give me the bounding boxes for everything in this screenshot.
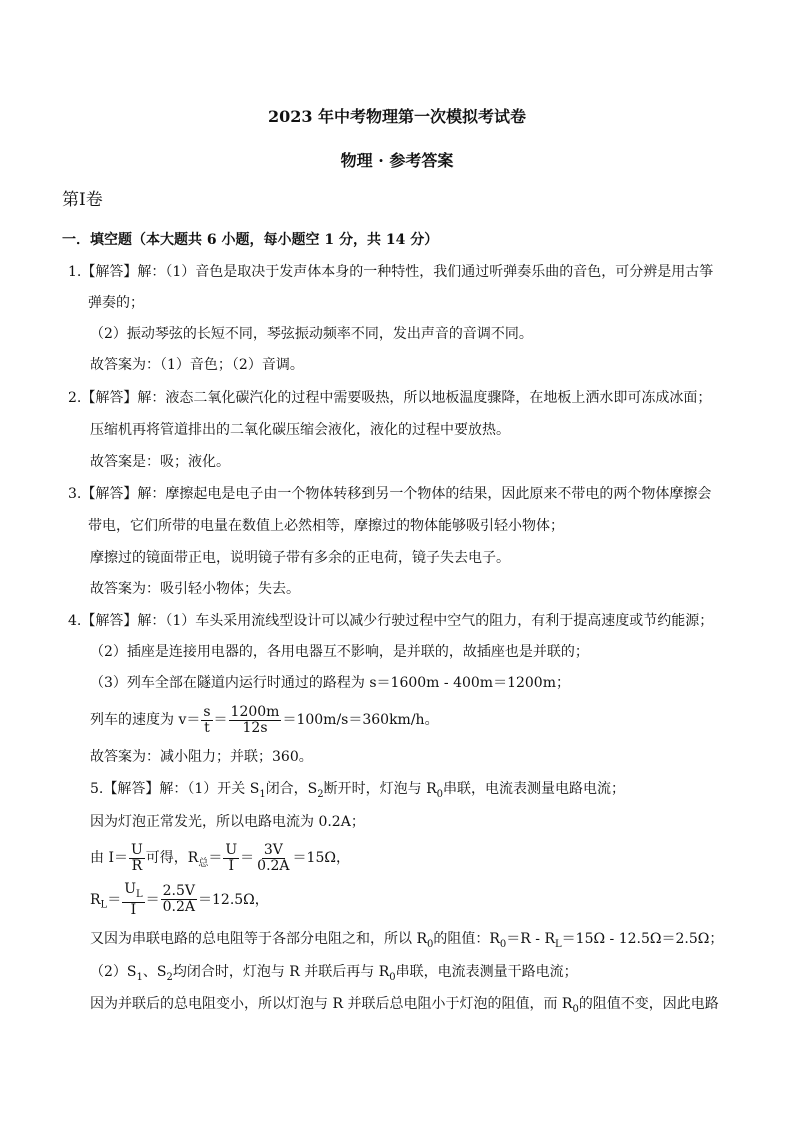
fraction-denominator: 12s [242,719,268,736]
equals-sign: ＝ [145,891,160,908]
q3-line-1: 3.【解答】解：摩擦起电是电子由一个物体转移到另一个物体的结果，因此原来不带电的两个物体摩擦会 [68,486,712,502]
q5-text: 因为并联后的总电阻变小，所以灯泡与 R 并联后总电阻小于灯泡的阻值，而 R [90,996,573,1012]
subscript: 1 [136,971,143,983]
q5-lamp-resistance-formula [90,882,269,922]
fraction-numerator: U [130,841,143,858]
page-subtitle: 物理 · 参考答案 [340,151,454,170]
fraction-3v-over-02a [255,843,291,874]
q5-text: 由 I＝ [90,850,128,866]
q4-line-2: （2）插座是连接用电器的，各用电器互不影响，是并联的，故插座也是并联的； [90,644,589,660]
subscript: 0 [499,938,507,950]
subscript: 0 [389,971,396,983]
fraction-u-over-r [129,843,145,874]
fraction-numerator: 3V [263,841,283,858]
q5-text: 5.【解答】解：（1）开关 S [90,781,260,797]
q5-text: ＝R - R [506,931,556,947]
q1-answer: 故答案为：（1）音色；（2）音调。 [90,357,304,373]
fraction-numerator [122,882,144,903]
fraction-numerator: U [225,841,238,858]
equals-sign: ＝ [213,712,228,728]
q5-text: 的阻值不变，因此电路 [578,996,719,1012]
q5-text: 断开时，灯泡与 R [323,781,437,797]
fraction-numerator: 1200m [230,703,280,720]
q5-line-2: 因为灯泡正常发光，所以电路电流为 0.2A； [90,814,365,830]
q5-text: 闭合，S [265,781,318,797]
fraction-denominator: 0.2A [162,899,196,916]
subscript: 总 [198,857,209,869]
subscript: 2 [317,788,324,800]
q5-text: 可得，R [145,850,199,866]
fraction-u-over-i [223,843,239,874]
q5-resistance-formula [90,842,350,880]
q5-text: 串联，电流表测量电路电流； [443,781,626,797]
q2-line-2: 压缩机再将管道排出的二氧化碳压缩会液化，液化的过程中要放热。 [90,422,510,438]
fraction-distance-over-time [229,705,282,736]
q5-text: 串联，电流表测量干路电流； [395,964,578,980]
fraction-denominator: 0.2A [257,857,290,874]
subscript: L [136,888,143,900]
q5-text: 、S [142,964,167,980]
subscript: 0 [427,938,434,950]
q5-line-7 [90,994,719,1020]
subscript: L [100,899,108,911]
q4-speed-intro: 列车的速度为 v＝ [90,712,201,728]
q5-text: ＝15Ω， [292,850,350,866]
q5-text: 均闭合时，灯泡与 R 并联后再与 R [172,964,390,980]
fraction-numerator-text: U [124,881,136,897]
q1-line-3: （2）振动琴弦的长短不同，琴弦振动频率不同，发出声音的音调不同。 [90,326,533,342]
section-label: 第Ⅰ卷 [62,190,103,210]
equals-sign: ＝ [107,891,122,908]
subscript: 2 [166,971,173,983]
q3-answer: 故答案为：吸引轻小物体；失去。 [90,581,300,597]
fraction-25v-over-02a [161,884,197,915]
q4-line-1: 4.【解答】解：（1）车头采用流线型设计可以减少行驶过程中空气的阻力，有利于提高速度或节约能源； [68,613,714,629]
subscript: 0 [572,1003,579,1015]
fraction-denominator: t [204,719,210,736]
fraction-s-over-t [201,705,212,736]
equals-sign: ＝ [240,850,255,866]
q5-line-1 [90,779,625,805]
q5-text: R [90,891,101,908]
q3-line-2: 带电，它们所带的电量在数值上必然相等，摩擦过的物体能够吸引轻小物体； [88,518,564,534]
part-heading: 一．填空题（本大题共 6 小题，每小题空 1 分，共 14 分） [62,232,439,248]
fraction-denominator: R [131,857,143,874]
page-title: 2023 年中考物理第一次模拟考试卷 [267,107,527,126]
q5-text: 又因为串联电路的总电阻等于各部分电阻之和，所以 R [90,931,427,947]
q4-answer: 故答案为：减小阻力；并联；360。 [90,749,313,765]
q5-text: ＝12.5Ω， [198,891,269,908]
subscript: L [555,938,562,950]
q1-line-2: 弹奏的； [88,295,144,311]
fraction-denominator: I [228,857,235,874]
subscript: 1 [259,788,266,800]
q3-line-3: 摩擦过的镜面带正电，说明镜子带有多余的正电荷，镜子失去电子。 [90,550,510,566]
fraction-numerator: s [203,703,211,720]
q2-line-1: 2.【解答】解：液态二氧化碳汽化的过程中需要吸热，所以地板温度骤降，在地板上洒水即可冻成冰面； [68,390,712,406]
q5-text: （2）S [90,964,137,980]
q4-line-3: （3）列车全部在隧道内运行时通过的路程为 s＝1600m - 400m＝1200m； [90,675,570,691]
fraction-denominator: I [130,901,137,918]
equals-sign: ＝ [208,850,223,866]
fraction-numerator: 2.5V [162,883,196,900]
q5-text: 的阻值：R [433,931,500,947]
q1-line-1: 1.【解答】解：（1）音色是取决于发声体本身的一种特性，我们通过听弹奏乐曲的音色，可分辨是用古筝 [68,264,714,280]
q4-speed-formula [90,704,439,736]
q5-line-5 [90,929,723,955]
fraction-ul-over-i [122,882,144,918]
subscript: 0 [436,788,444,800]
q5-line-6 [90,962,578,988]
q5-text: ＝15Ω - 12.5Ω＝2.5Ω； [561,931,724,947]
q4-speed-result: ＝100m/s＝360km/h。 [282,712,439,728]
q2-answer: 故答案是：吸；液化。 [90,454,230,470]
